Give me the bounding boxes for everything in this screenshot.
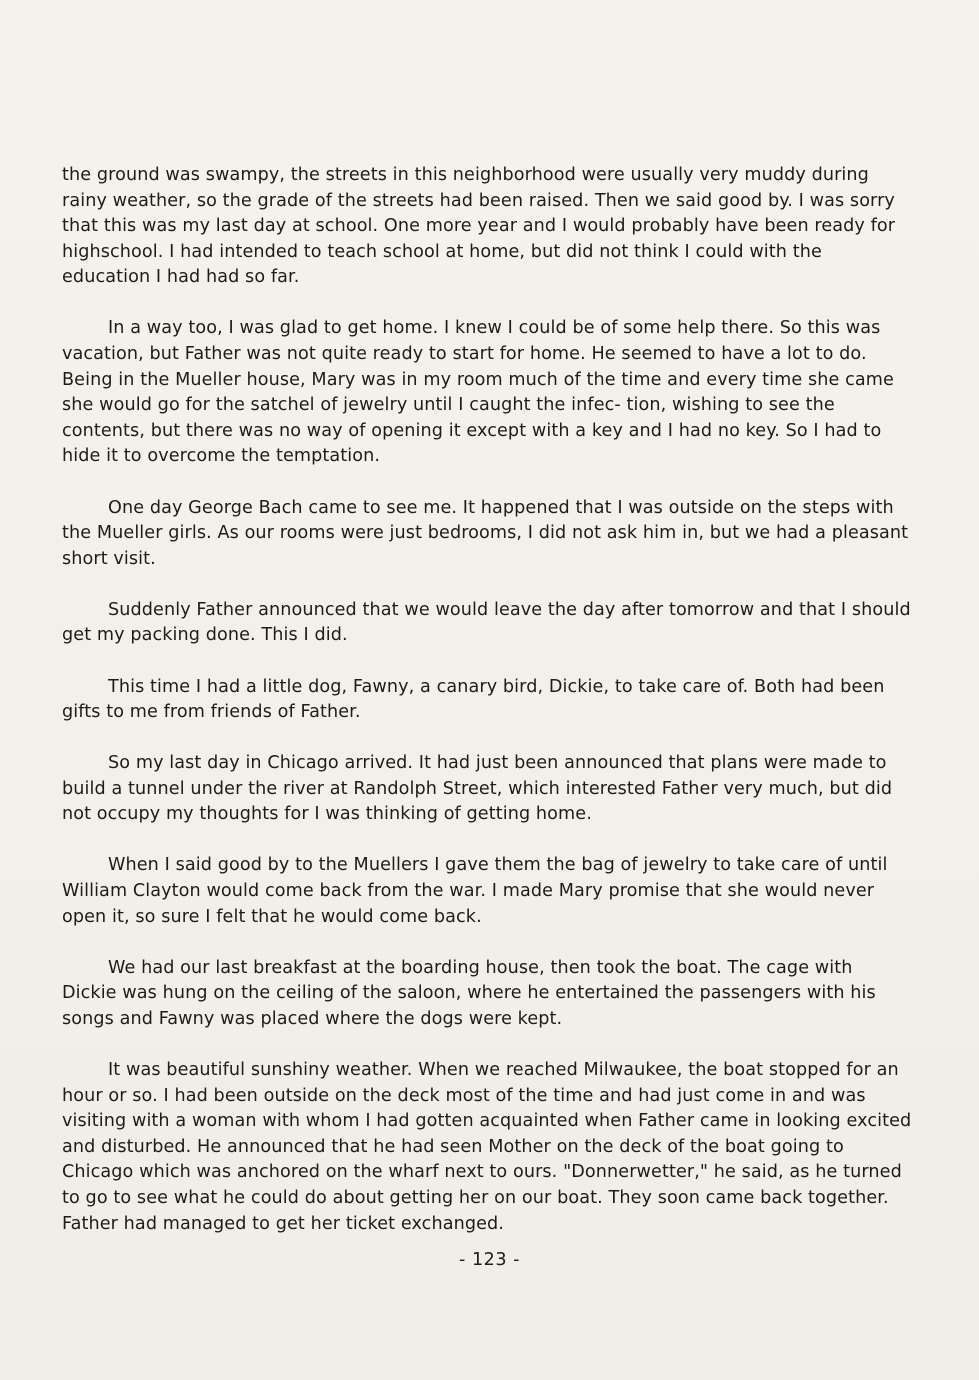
paragraph-6: So my last day in Chicago arrived. It had just been announced that plans were made to build a tunnel under the river at Randolph Street, which interested Father very much, but did not occupy my thoughts for I was thinking of getting home. <box>62 753 893 825</box>
paragraph-4: Suddenly Father announced that we would leave the day after tomorrow and that I should get my packing done. This I did. <box>62 599 911 646</box>
paragraph-1: the ground was swampy, the streets in this neighborhood were usually very muddy during rainy weather, so the grade of the streets had been raised. Then we said good by. I was sorry that this was my last day at school. One more year and I would probably have been ready for highschool. I had intended to teach school at home, but did not think I could with the education I had had so far. <box>62 165 896 288</box>
paragraph-7: When I said good by to the Muellers I gave them the bag of jewelry to take care of until William Clayton would come back from the war. I made Mary promise that she would never open it, so sure I felt that he would come back. <box>62 855 888 927</box>
paragraph-2: In a way too, I was glad to get home. I knew I could be of some help there. So this was vacation, but Father was not quite ready to start for home. He seemed to have a lot to do. Being in the Mueller house, Mary was in my room much of the time and every time she came she would go for the satchel of jewelry until I caught the infec- tion, wishing to see the contents, but there was no way of opening it except with a key and I had no key. So I had to hide it to overcome the temptation. <box>62 318 894 467</box>
body-text <box>62 163 912 1263</box>
paragraph-3: One day George Bach came to see me. It happened that I was outside on the steps with the Mueller girls. As our rooms were just bedrooms, I did not ask him in, but we had a pleasant short visit. <box>62 497 909 569</box>
paragraph-8: We had our last breakfast at the boarding house, then took the boat. The cage with Dickie was hung on the ceiling of the saloon, where he entertained the passengers with his songs and Fawny was placed where the dogs were kept. <box>62 957 876 1029</box>
paragraph-9: It was beautiful sunshiny weather. When we reached Milwaukee, the boat stopped for an hour or so. I had been outside on the deck most of the time and had just come in and was visiting with a woman with whom I had gotten acquainted when Father came in looking excited and disturbed. He announced that he had seen Mother on the deck of the boat going to Chicago which was anchored on the wharf next to ours. "Donnerwetter," he said, as he turned to go to see what he could do about getting her on our boat. They soon came back together. Father had managed to get her ticket exchanged. <box>62 1060 912 1234</box>
paragraph-5: This time I had a little dog, Fawny, a canary bird, Dickie, to take care of. Both had been gifts to me from friends of Father. <box>62 676 885 723</box>
page-number: - 123 - <box>459 1250 520 1270</box>
